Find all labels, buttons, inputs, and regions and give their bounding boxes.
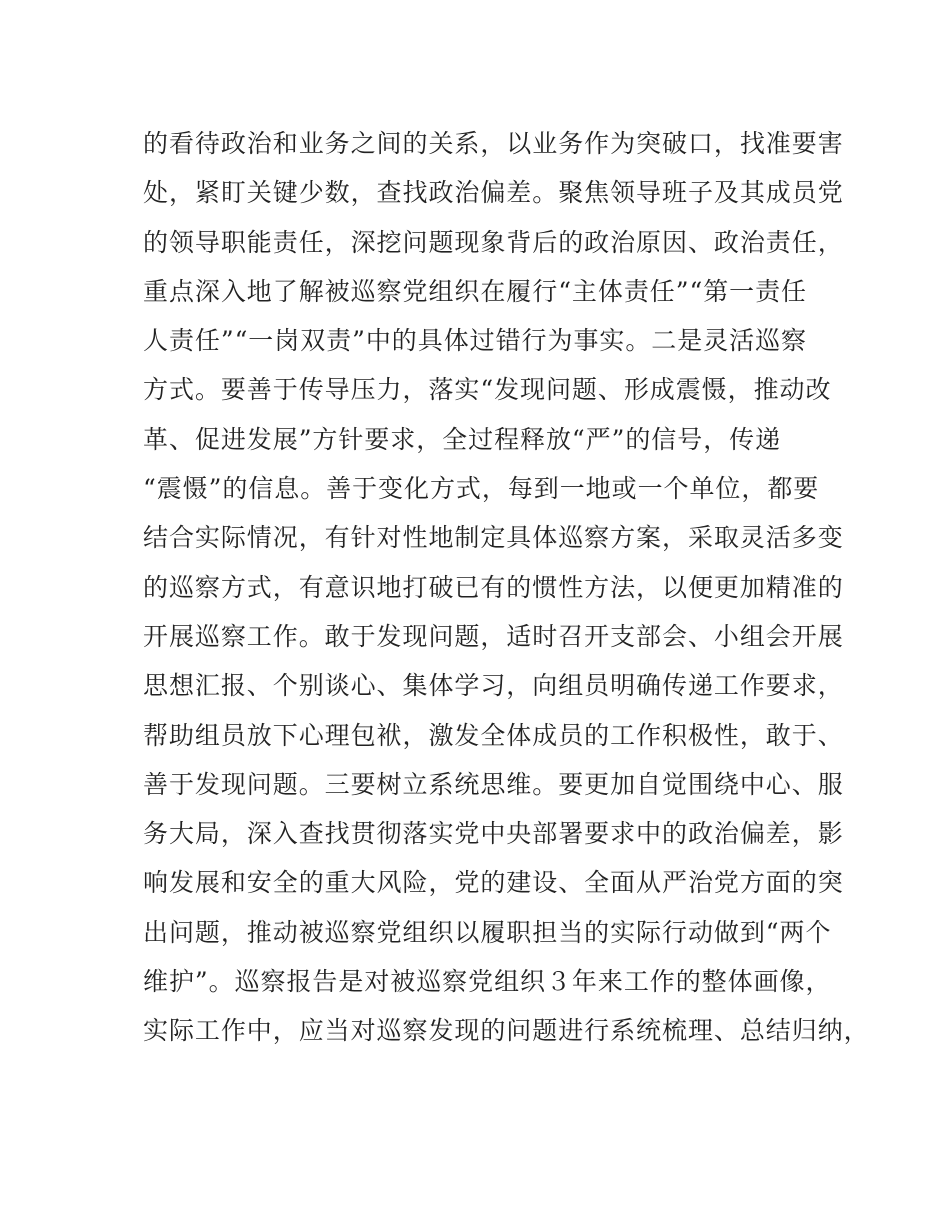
text-line: 实际工作中，应当对巡察发现的问题进行系统梳理、总结归纳，: [143, 1016, 870, 1046]
text-line: 重点深入地了解被巡察党组织在履行“主体责任”“第一责任: [143, 276, 807, 306]
text-line: 革、促进发展”方针要求，全过程释放“严”的信号，传递: [143, 424, 782, 454]
text-line: “震慑”的信息。善于变化方式，每到一地或一个单位，都要: [143, 474, 820, 504]
body-paragraph: [143, 119, 870, 1056]
text-line: 帮助组员放下心理包袱，激发全体成员的工作积极性，敢于、: [143, 720, 844, 750]
text-line: 的领导职能责任，深挖问题现象背后的政治原因、政治责任，: [143, 227, 844, 257]
text-line: 开展巡察工作。敢于发现问题，适时召开支部会、小组会开展: [143, 621, 844, 651]
text-line: 人责任”“一岗双责”中的具体过错行为事实。二是灵活巡察: [143, 326, 807, 356]
text-line: 维护”。巡察报告是对被巡察党组织３年来工作的整体画像，: [143, 967, 832, 997]
text-line: 的看待政治和业务之间的关系，以业务作为突破口，找准要害: [143, 129, 844, 158]
text-line: 方式。要善于传导压力，落实“发现问题、形成震慑，推动改: [143, 375, 832, 405]
text-line: 善于发现问题。三要树立系统思维。要更加自觉围绕中心、服: [143, 769, 844, 799]
text-line: 的巡察方式，有意识地打破已有的惯性方法，以便更加精准的: [143, 572, 844, 602]
text-line: 处，紧盯关键少数，查找政治偏差。聚焦领导班子及其成员党: [143, 178, 844, 208]
text-line: 结合实际情况，有针对性地制定具体巡察方案，采取灵活多变: [143, 523, 844, 553]
text-line: 思想汇报、个别谈心、集体学习，向组员明确传递工作要求，: [143, 671, 844, 701]
text-line: 出问题，推动被巡察党组织以履职担当的实际行动做到“两个: [143, 917, 832, 947]
text-line: 务大局，深入查找贯彻落实党中央部署要求中的政治偏差，影: [143, 819, 844, 849]
text-line: 响发展和安全的重大风险，党的建设、全面从严治党方面的突: [143, 868, 844, 898]
